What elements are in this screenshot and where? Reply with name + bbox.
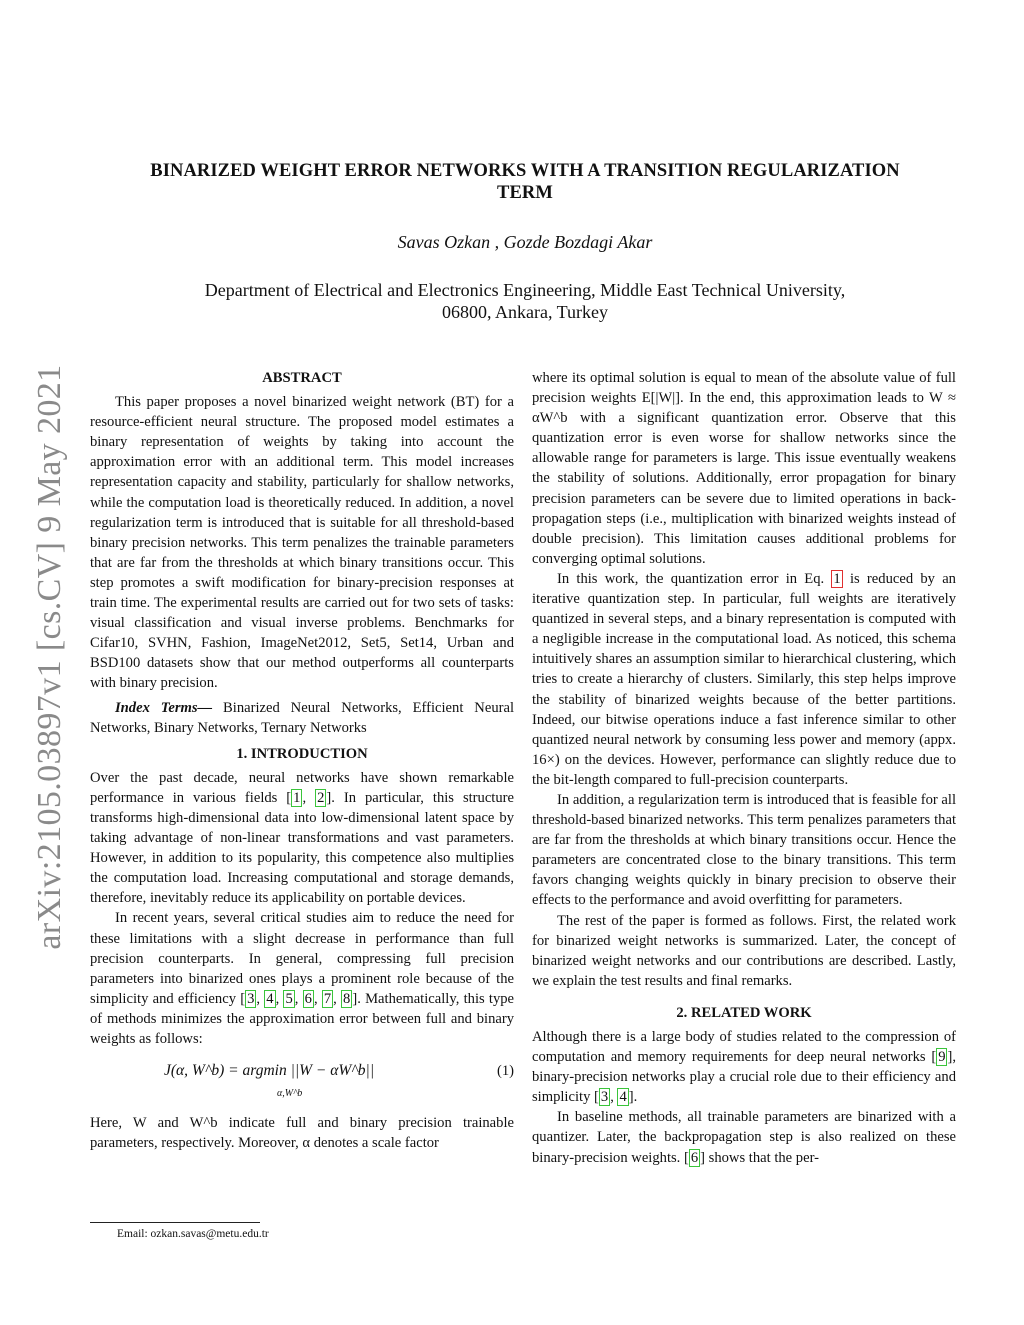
index-terms-text: Binarized Neural Networks, Efficient Neural Networks, Binary Networks, Ternary Networks [90, 699, 515, 736]
title-line-1: BINARIZED WEIGHT ERROR NETWORKS WITH A TRANSITION REGULARIZATION [150, 161, 900, 181]
equation-1 [90, 1059, 514, 1105]
equation-link[interactable]: 1 [833, 570, 841, 587]
right-paragraph-4: The rest of the paper is formed as follows. First, the related work for binarized weight networks is summarized. Later, the concept of binarized weight networks and our contributions are described. Lastly, we explain the test results and final remarks. [532, 912, 956, 989]
authors: Savas Ozkan , Gozde Bozdagi Akar [397, 232, 653, 252]
citation-link[interactable]: 8 [343, 990, 351, 1007]
intro-paragraph-2: In recent years, several critical studies aim to reduce the need for these limitations with a slight decrease in performance than full precision counterparts. In general, compressing full precision parameters into binarized ones plays a prominent role because of the simplicity and efficiency [ 3 , 4 , 5 , 6 , 7 , 8 ]. Mathematically, this type of methods minimizes the approximation error between full and binary weights as follows: [90, 910, 515, 1047]
related-heading: 2. RELATED WORK [676, 1004, 812, 1021]
right-paragraph-3: In addition, a regularization term is introduced that is feasible for all threshold-based binarized networks. This term penalizes parameters that are far from the thresholds at which binary transitions occur. Hence the parameters are concentrated close to the binary transitions. This term favors changing weights quickly in binary precision to observe their effects to the performance and avoid overfitting for parameters. [532, 791, 956, 909]
index-terms [90, 698, 514, 738]
citation-link[interactable]: 4 [266, 990, 274, 1007]
citation-link[interactable]: 3 [600, 1089, 609, 1106]
arxiv-watermark [30, 352, 70, 962]
footnote-rule [90, 1222, 260, 1223]
intro-paragraph-1: Over the past decade, neural networks have shown remarkable performance in various fields [ 1 , 2 ]. In particular, this structure transforms high-dimensional data into low-dimensional latent space by taking advantage of non-linear transformations and vast parameters. However, in addition to its popularity, this competence also multiplies the computation load. Increasing computational and storage demands, therefore, inevitably reduce its applicability on portable devices. [90, 769, 514, 907]
title-line-2: TERM [497, 183, 553, 203]
related-paragraph-1: Although there is a large body of studies related to the compression of computation and memory requirements for deep neural networks [ 9 ], binary-precision networks play a crucial role due to their efficiency and simplicity [ 3 , 4 ]. [532, 1029, 956, 1106]
citation-link[interactable]: 3 [247, 990, 255, 1007]
citation-link[interactable]: 6 [304, 990, 312, 1007]
affiliation-line-1: Department of Electrical and Electronics Engineering, Middle East Technical University, [204, 280, 846, 300]
arxiv-id: arXiv:2105.03897v1 [cs.CV] 9 May 2021 [31, 364, 68, 950]
paper-title [100, 160, 950, 204]
right-column [532, 368, 956, 1168]
citation-link[interactable]: 1 [293, 789, 301, 806]
right-paragraph-2: In this work, the quantization error in Eq. 1 is reduced by an iterative quantization step. In particular, full weights are iteratively quantized in several steps, and a binary representation is computed with a negligible increase in the computational load. As noticed, this schema intuitively shares an assumption similar to hierarchical clustering, which tries to create a hierarchy of clusters. Similarly, this step helps improve the stability of binarized weights because of the better partitions. Indeed, our bitwise operations induce a fast inference similar to other quantized neural network by consuming less power and memory (appx. 16×) on the devices. However, performance can slightly reduce due to the bit-length compared to full-precision counterparts. [532, 570, 956, 788]
related-paragraph-2: In baseline methods, all trainable parameters are binarized with a quantizer. Later, the backpropagation step is also realized on these binary-precision weights. [ 6 ] shows that the per- [532, 1109, 956, 1166]
citation-link[interactable]: 7 [323, 990, 332, 1007]
abstract-heading: ABSTRACT [262, 370, 342, 386]
affiliation-line-2: 06800, Ankara, Turkey [442, 302, 608, 322]
after-equation-text: Here, W and W^b indicate full and binary precision trainable parameters, respectively. Moreover, α denotes a scale factor [90, 1115, 514, 1152]
left-column [90, 368, 514, 1153]
citation-link[interactable]: 6 [690, 1149, 699, 1166]
intro-heading: 1. INTRODUCTION [236, 745, 368, 762]
footnote: Email: ozkan.savas@metu.edu.tr [117, 1228, 269, 1240]
abstract-text: This paper proposes a novel binarized weight network (BT) for a resource-efficient neural structure. The proposed model estimates a binary representation of weights by taking into account the approximation error with an additional term. This model increases representation capacity and stability, particularly for shallow networks, while the computation load is theoretically reduced. In addition, a novel regularization term is introduced that is suitable for all threshold-based binary precision networks. This term penalizes the trainable parameters that are far from the thresholds at which binary transitions occur. This step promotes a swift modification for binary-precision responses at train time. The experimental results are carried out for two sets of tasks: visual classification and visual inverse problems. Benchmarks for Cifar10, SVHN, Fashion, ImageNet2012, Set5, Set14, Urban and BSD100 datasets show that our method outperforms all counterparts with binary precision. [90, 394, 514, 692]
equation-number: (1) [496, 1063, 514, 1080]
equation-subscript: α,W^b [277, 1088, 303, 1100]
index-terms-label: Index Terms— [115, 699, 213, 716]
right-paragraph-1: where its optimal solution is equal to mean of the absolute value of full precision weights E[|W|]. In the end, this approximation leads to W ≈ αW^b with a significant quantization error. Observe that this quantization error is even worse for shallow networks since the allowable range for parameters is large. This issue eventually weakens the stability of solutions. Additionally, error propagation for binary precision parameters can be severe due to limited operations in back-propagation steps (i.e., multiplication with binarized weights instead of double precision). This limitation causes additional problems for converging optimal solutions. [532, 370, 956, 567]
citation-link[interactable]: 9 [938, 1049, 946, 1066]
citation-link[interactable]: 4 [619, 1089, 627, 1106]
equation-body: J(α, W^b) = argmin ||W − αW^b|| [164, 1062, 375, 1080]
affiliation [100, 279, 950, 323]
citation-link[interactable]: 2 [317, 789, 325, 806]
citation-link[interactable]: 5 [285, 990, 293, 1007]
